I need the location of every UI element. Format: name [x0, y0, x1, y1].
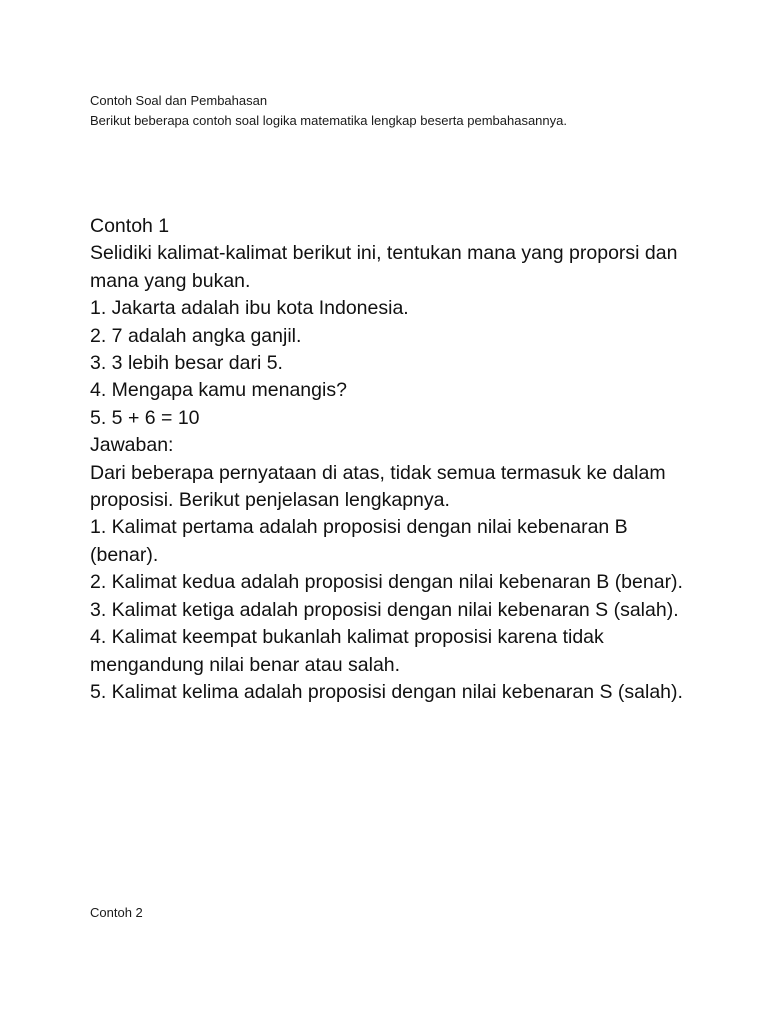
statement-item: 4. Mengapa kamu menangis?	[90, 379, 347, 402]
intro-text: Berikut beberapa contoh soal logika matematika lengkap beserta pembahasannya.	[90, 113, 567, 128]
answer-label: Jawaban:	[90, 434, 174, 457]
explanation-item: 2. Kalimat kedua adalah proposisi dengan nilai kebenaran B (benar).	[90, 571, 683, 594]
statement-item: 1. Jakarta adalah ibu kota Indonesia.	[90, 297, 409, 320]
explanation-item: 1. Kalimat pertama adalah proposisi dengan nilai kebenaran B (benar).	[90, 516, 628, 566]
example-1-heading: Contoh 1	[90, 215, 170, 237]
explanation-item: 5. Kalimat kelima adalah proposisi dengan nilai kebenaran S (salah).	[90, 680, 683, 703]
intro-title: Contoh Soal dan Pembahasan	[90, 93, 268, 108]
example-2-heading: Contoh 2	[90, 905, 143, 920]
answer-intro: Dari beberapa pernyataan di atas, tidak semua termasuk ke dalam proposisi. Berikut penjelasan lengkapnya.	[90, 461, 666, 512]
statement-item: 3. 3 lebih besar dari 5.	[90, 352, 283, 375]
explanation-item: 4. Kalimat keempat bukanlah kalimat proposisi karena tidak mengandung nilai benar atau salah.	[90, 626, 604, 676]
explanation-item: 3. Kalimat ketiga adalah proposisi dengan nilai kebenaran S (salah).	[90, 598, 679, 621]
statement-item: 2. 7 adalah angka ganjil.	[90, 324, 302, 347]
example-1-instruction: Selidiki kalimat-kalimat berikut ini, tentukan mana yang proporsi dan mana yang bukan.	[90, 242, 678, 292]
example-1-section	[90, 213, 690, 706]
statement-item: 5. 5 + 6 = 10	[90, 406, 200, 429]
